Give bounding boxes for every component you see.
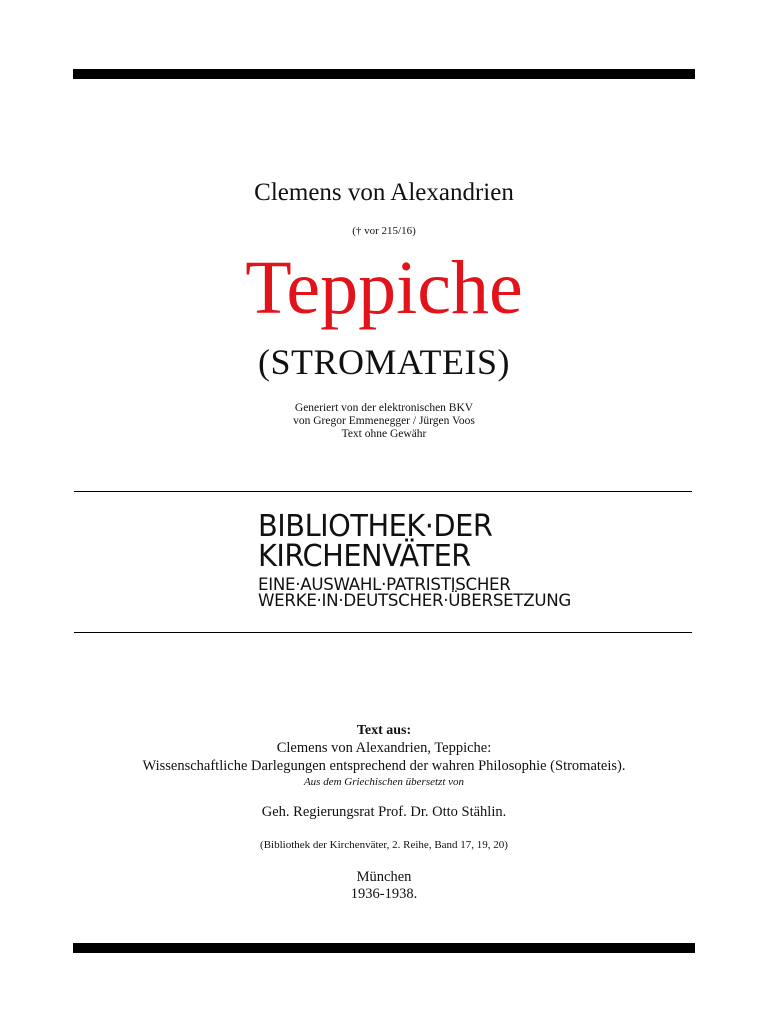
logo-line: KIRCHENVÄTER <box>258 539 471 574</box>
publication-place: München <box>356 869 412 885</box>
series-info: (Bibliothek der Kirchenväter, 2. Reihe, Band 17, 19, 20) <box>260 839 508 851</box>
bottom-border-bar <box>73 943 695 953</box>
generation-line: von Gregor Emmenegger / Jürgen Voos <box>293 415 475 427</box>
translator-name: Geh. Regierungsrat Prof. Dr. Otto Stählin. <box>261 804 507 820</box>
generation-note <box>0 402 768 441</box>
top-border-bar <box>73 69 695 79</box>
logo-line: EINE·AUSWAHL·PATRISTISCHER <box>258 575 511 595</box>
translation-note: Aus dem Griechischen übersetzt von <box>303 776 465 788</box>
divider-line <box>74 632 692 633</box>
author-name: Clemens von Alexandrien <box>254 179 514 206</box>
generation-line: Text ohne Gewähr <box>341 428 427 440</box>
source-label: Text aus: <box>356 723 412 738</box>
book-subtitle: (STROMATEIS) <box>257 342 510 382</box>
logo-line: WERKE·IN·DEUTSCHER·ÜBERSETZUNG <box>258 591 572 611</box>
source-line: Clemens von Alexandrien, Teppiche: <box>276 740 492 756</box>
divider-line <box>74 491 692 492</box>
book-title: Teppiche <box>245 246 523 330</box>
bkv-logo <box>258 509 572 611</box>
publication-years: 1936-1938. <box>350 886 418 902</box>
generation-line: Generiert von der elektronischen BKV <box>294 402 474 414</box>
logo-line: BIBLIOTHEK·DER <box>258 509 493 544</box>
source-line: Wissenschaftliche Darlegungen entsprechend der wahren Philosophie (Stromateis). <box>142 758 626 774</box>
author-dates: († vor 215/16) <box>352 225 416 237</box>
